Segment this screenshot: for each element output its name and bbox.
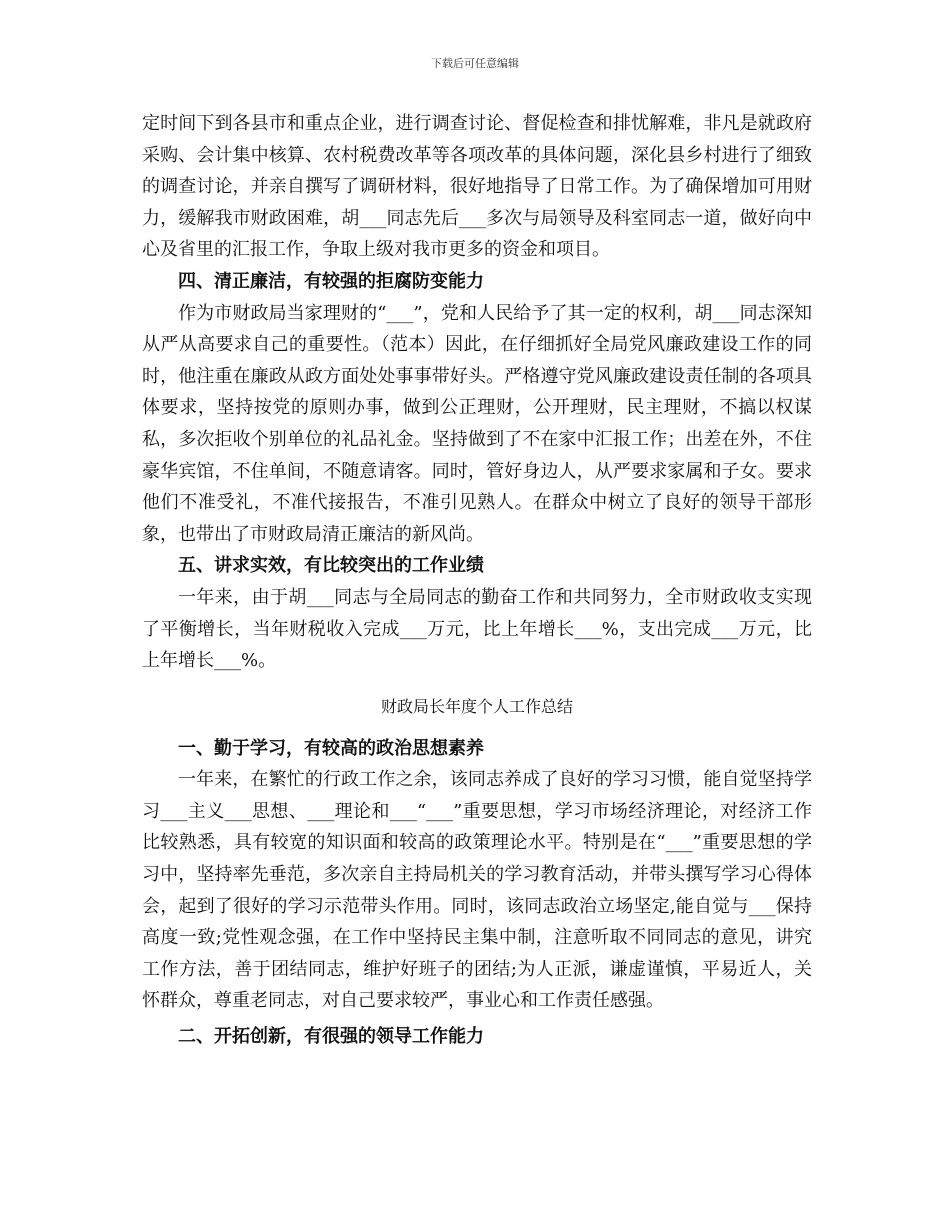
paragraph-results: 一年来，由于胡___同志与全局同志的勤奋工作和共同努力，全市财政收支实现了平衡增长，当年财税收入完成___万元，比上年增长___%，支出完成___万元，比上年增长___%。 <box>142 586 812 672</box>
section-heading-4: 四、清正廉洁，有较强的拒腐防变能力 <box>178 270 484 292</box>
section-heading-1: 一、勤于学习，有较高的政治思想素养 <box>178 737 484 759</box>
document-body <box>142 108 812 1053</box>
paragraph-study: 一年来，在繁忙的行政工作之余，该同志养成了良好的学习习惯，能自觉坚持学习___主义___思想、___理论和___“___”重要思想，学习市场经济理论，对经济工作比较熟悉，具有较宽的知识面和较高的政策理论水平。特别是在“___”重要思想的学习中，坚持率先垂范，多次亲自主持局机关的学习教育活动，并带头撰写学习心得体会，起到了很好的学习示范带头作用。同时，该同志政治立场坚定,能自觉与___保持高度一致;党性观念强，在工作中坚持民主集中制，注意听取不同同志的意见，讲究工作方法，善于团结同志，维护好班子的团结;为人正派，谦虚谨慎，平易近人，关怀群众，尊重老同志，对自己要求较严，事业心和工作责任感强。 <box>142 769 812 1012</box>
paragraph-continuation: 定时间下到各县市和重点企业，进行调查讨论、督促检查和排忧解难，非凡是就政府采购、会计集中核算、农村税费改革等各项改革的具体问题，深化县乡村进行了细致的调查讨论，并亲自撰写了调研材料，很好地指导了日常工作。为了确保增加可用财力，缓解我市财政困难，胡___同志先后___多次与局领导及科室同志一道，做好向中心及省里的汇报工作，争取上级对我市更多的资金和项目。 <box>142 113 812 261</box>
paragraph-integrity: 作为市财政局当家理财的“___”，党和人民给予了其一定的权利，胡___同志深知从严从高要求自己的重要性。（范本）因此，在仔细抓好全局党风廉政建设工作的同时，他注重在廉政从政方面处处事事带好头。严格遵守党风廉政建设责任制的各项具体要求，坚持按党的原则办事，做到公正理财，公开理财，民主理财，不搞以权谋私，多次拒收个别单位的礼品礼金。坚持做到了不在家中汇报工作；出差在外，不住豪华宾馆，不住单间，不随意请客。同时，管好身边人，从严要求家属和子女。要求他们不准受礼，不准代接报告，不准引见熟人。在群众中树立了良好的领导干部形象，也带出了市财政局清正廉洁的新风尚。 <box>142 302 812 545</box>
page-header-note: 下载后可任意编辑 <box>431 57 519 70</box>
section-heading-5: 五、讲求实效，有比较突出的工作业绩 <box>178 555 484 577</box>
section-heading-2: 二、开拓创新，有很强的领导工作能力 <box>178 1026 484 1048</box>
document-title: 财政局长年度个人工作总结 <box>380 696 573 716</box>
